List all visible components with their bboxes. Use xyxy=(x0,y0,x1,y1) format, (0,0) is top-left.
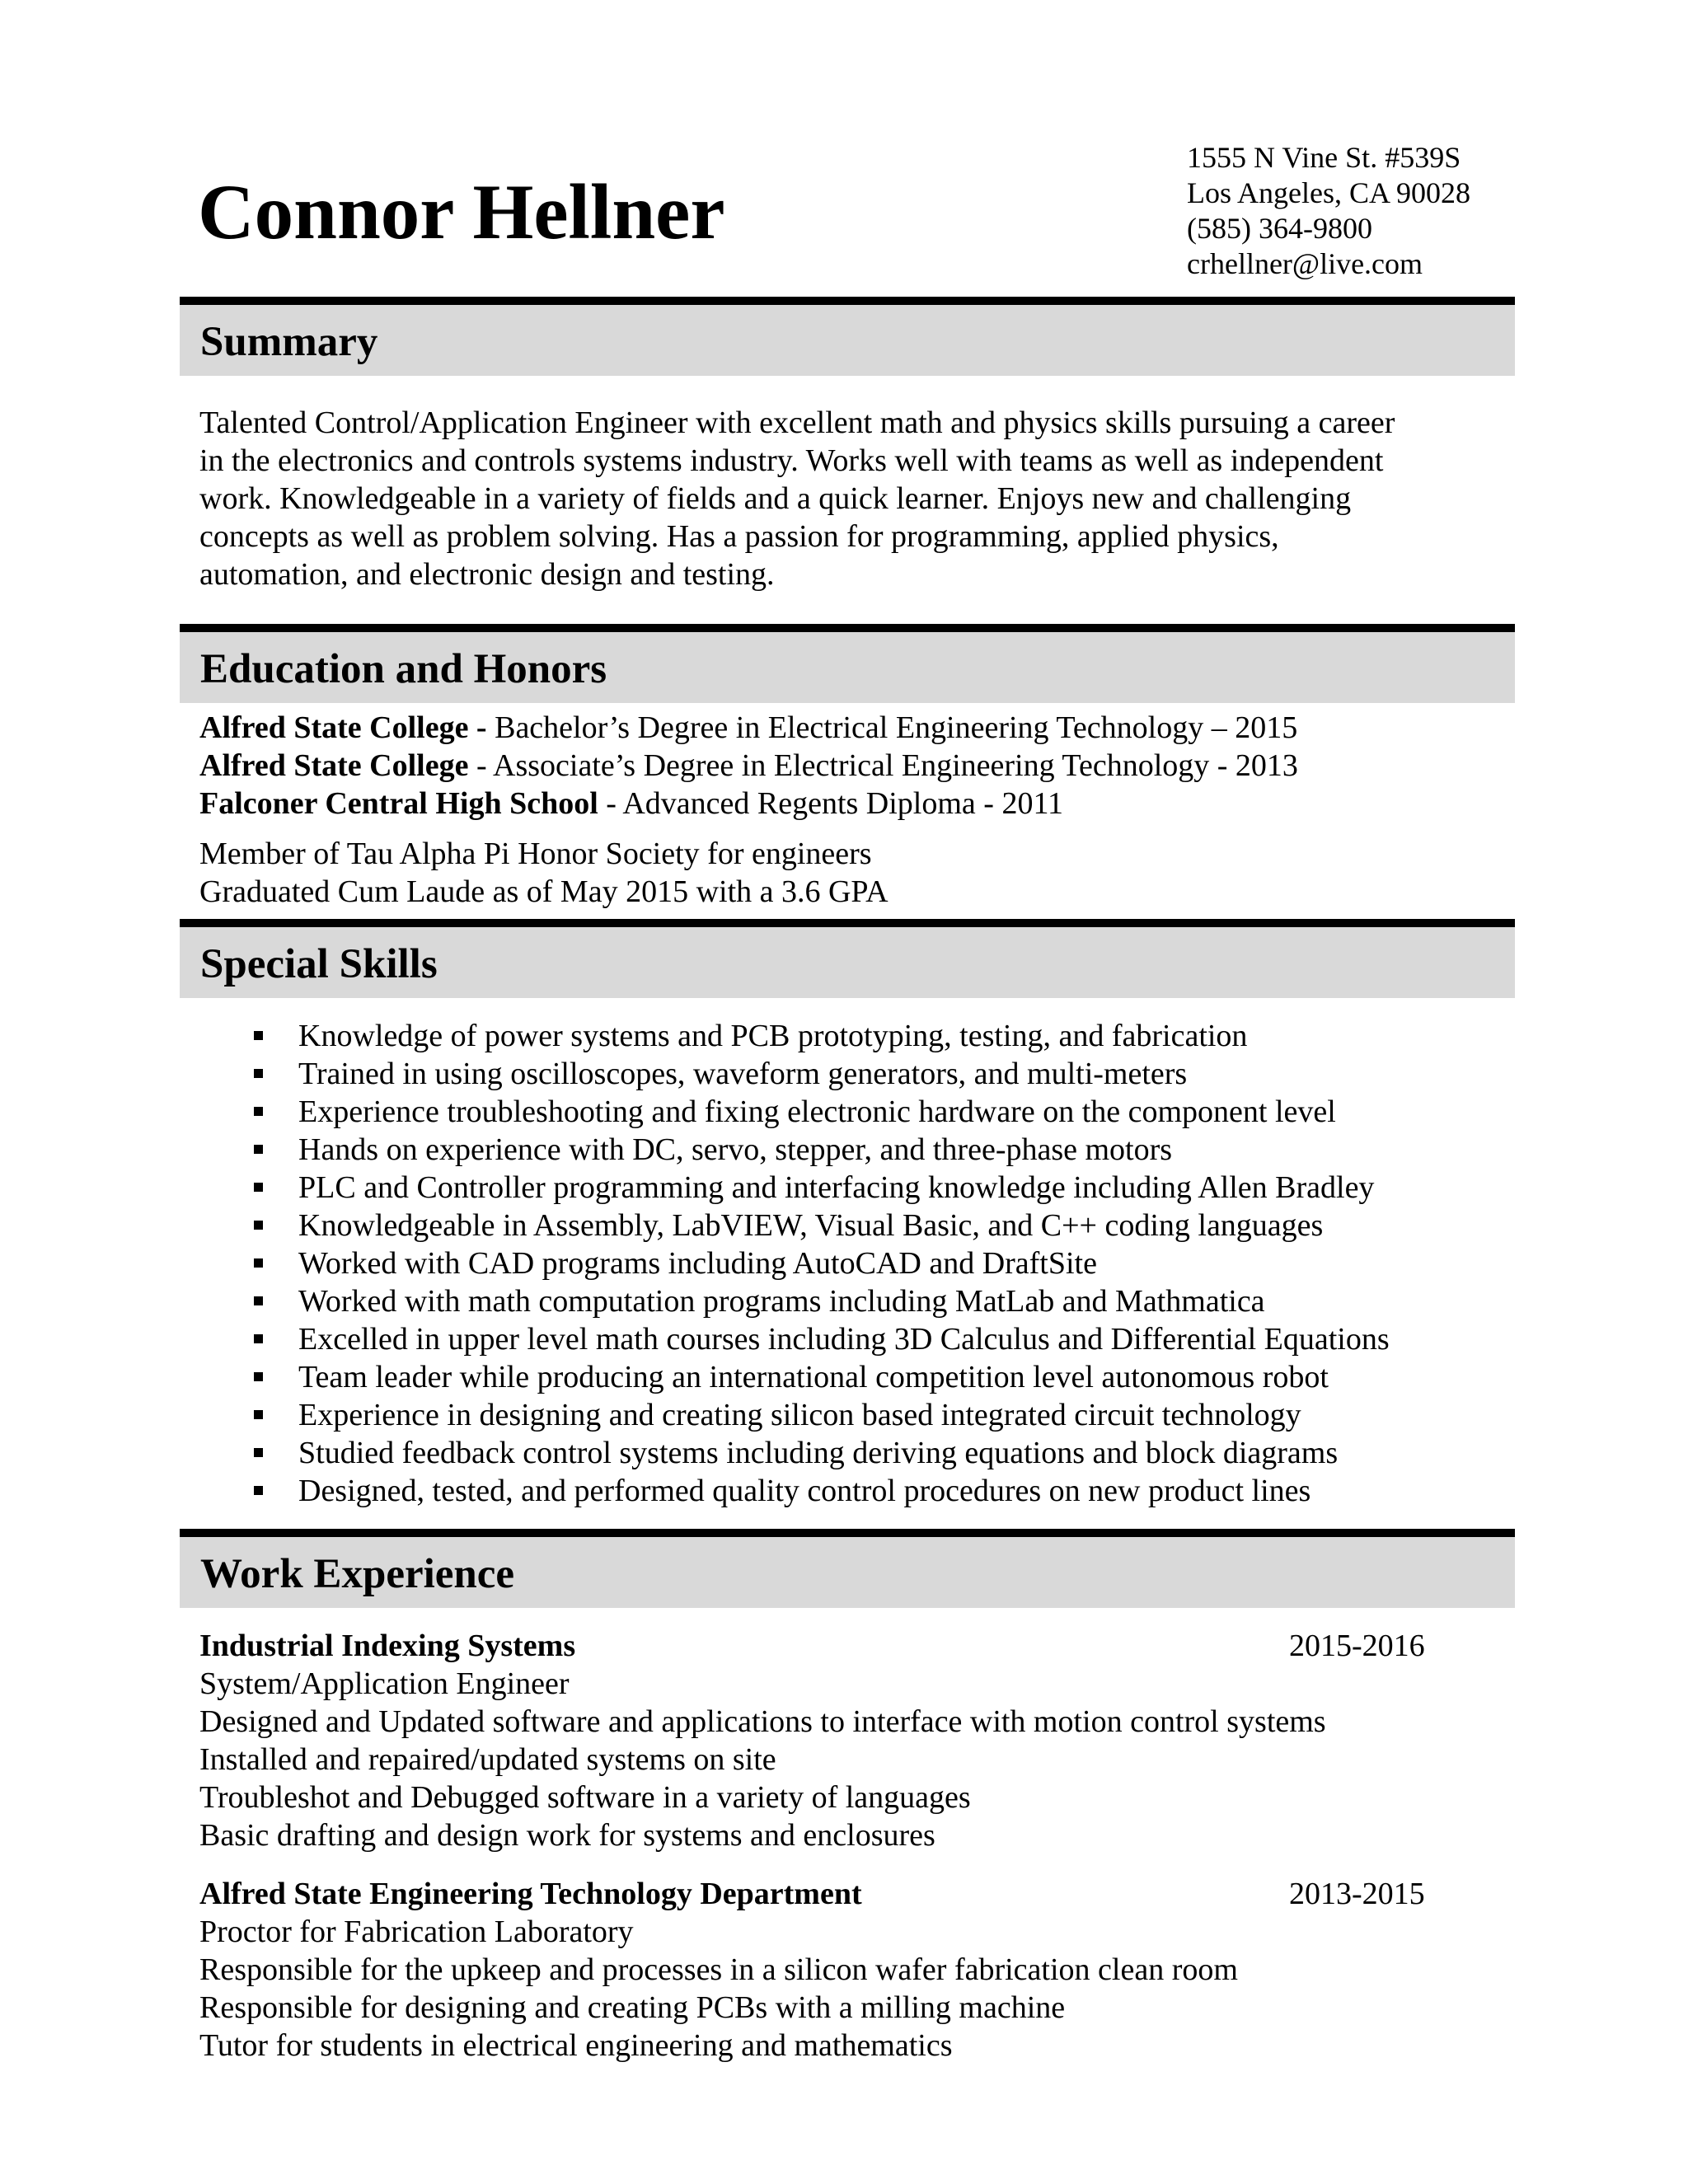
honors-list xyxy=(199,835,889,911)
skill-text: Knowledge of power systems and PCB prototyping, testing, and fabrication xyxy=(298,1019,1248,1053)
job-header xyxy=(199,1875,1436,1913)
email-address: crhellner@live.com xyxy=(1187,247,1423,280)
job-company: Industrial Indexing Systems xyxy=(199,1629,576,1663)
summary-text xyxy=(199,404,1395,593)
bullet-icon xyxy=(254,1107,263,1116)
job-company: Alfred State Engineering Technology Department xyxy=(199,1877,862,1911)
bullet-icon xyxy=(254,1069,263,1078)
bullet-icon xyxy=(254,1486,263,1495)
degree-detail: Bachelor’s Degree in Electrical Engineering Technology – 2015 xyxy=(486,710,1298,745)
skill-text: Designed, tested, and performed quality control procedures on new product lines xyxy=(298,1474,1311,1508)
bullet-icon xyxy=(254,1183,263,1192)
bullet-icon xyxy=(254,1221,263,1230)
school-name: Falconer Central High School xyxy=(199,786,598,821)
education-entries xyxy=(199,709,1298,823)
skill-text: Worked with CAD programs including AutoCAD and DraftSite xyxy=(298,1246,1097,1281)
education-entry xyxy=(199,709,1298,747)
skill-text: Trained in using oscilloscopes, waveform generators, and multi-meters xyxy=(298,1057,1188,1091)
bullet-icon xyxy=(254,1145,263,1154)
job-title: System/Application Engineer xyxy=(199,1666,570,1701)
bullet-icon xyxy=(254,1258,263,1268)
job-duty: Basic drafting and design work for systems and enclosures xyxy=(199,1818,935,1853)
summary-line: concepts as well as problem solving. Has a passion for programming, applied physics, xyxy=(199,519,1279,554)
job-dates: 2015-2016 xyxy=(1289,1629,1425,1663)
summary-line: in the electronics and controls systems industry. Works well with teams as well as independent xyxy=(199,443,1384,478)
summary-line: automation, and electronic design and testing. xyxy=(199,557,775,592)
skill-text: Excelled in upper level math courses including 3D Calculus and Differential Equations xyxy=(298,1322,1390,1357)
skill-text: Studied feedback control systems including deriving equations and block diagrams xyxy=(298,1436,1339,1470)
summary-line: work. Knowledgeable in a variety of fields and a quick learner. Enjoys new and challenging xyxy=(199,481,1352,516)
address-line-2: Los Angeles, CA 90028 xyxy=(1187,176,1471,209)
section-divider xyxy=(180,624,1515,632)
degree-detail: - Advanced Regents Diploma - 2011 xyxy=(598,786,1064,821)
skill-text: Worked with math computation programs including MatLab and Mathmatica xyxy=(298,1284,1265,1319)
section-divider xyxy=(180,1529,1515,1537)
contact-block xyxy=(1187,140,1470,282)
work-heading-band xyxy=(180,1537,1515,1608)
job-duty: Tutor for students in electrical engineering and mathematics xyxy=(199,2028,953,2063)
skill-text: Experience troubleshooting and fixing electronic hardware on the component level xyxy=(298,1094,1336,1129)
education-heading-band xyxy=(180,632,1515,703)
honor-item: Graduated Cum Laude as of May 2015 with a 3.6 GPA xyxy=(199,874,889,909)
job-entry xyxy=(199,1627,1436,1854)
bullet-icon xyxy=(254,1031,263,1040)
skill-text: PLC and Controller programming and interfacing knowledge including Allen Bradley xyxy=(298,1170,1375,1205)
phone-number: (585) 364-9800 xyxy=(1187,212,1372,245)
bullet-icon xyxy=(254,1334,263,1343)
skill-text: Knowledgeable in Assembly, LabVIEW, Visual Basic, and C++ coding languages xyxy=(298,1208,1324,1243)
education-entry xyxy=(199,747,1298,785)
job-entry xyxy=(199,1875,1436,2064)
address-line-1: 1555 N Vine St. #539S xyxy=(1187,141,1461,174)
job-title: Proctor for Fabrication Laboratory xyxy=(199,1915,634,1949)
bullet-icon xyxy=(254,1448,263,1457)
job-duty: Troubleshot and Debugged software in a variety of languages xyxy=(199,1780,971,1815)
bullet-icon xyxy=(254,1410,263,1419)
job-duty: Responsible for designing and creating PCBs with a milling machine xyxy=(199,1990,1066,2025)
job-dates: 2013-2015 xyxy=(1289,1877,1425,1911)
skill-text: Experience in designing and creating silicon based integrated circuit technology xyxy=(298,1398,1301,1432)
education-entry xyxy=(199,785,1298,823)
bullet-icon xyxy=(254,1296,263,1305)
skill-text: Hands on experience with DC, servo, stepper, and three-phase motors xyxy=(298,1132,1173,1167)
school-name: Alfred State College - xyxy=(199,710,487,745)
school-name: Alfred State College xyxy=(199,748,469,783)
education-heading: Education and Honors xyxy=(200,646,607,692)
honor-item: Member of Tau Alpha Pi Honor Society for engineers xyxy=(199,837,872,871)
candidate-name: Connor Hellner xyxy=(198,168,725,255)
degree-detail: - Associate’s Degree in Electrical Engineering Technology - 2013 xyxy=(468,748,1298,783)
job-duty: Responsible for the upkeep and processes in a silicon wafer fabrication clean room xyxy=(199,1952,1238,1987)
section-divider xyxy=(180,919,1515,927)
job-header xyxy=(199,1627,1436,1665)
summary-heading-band xyxy=(180,305,1515,376)
skill-text: Team leader while producing an international competition level autonomous robot xyxy=(298,1360,1329,1394)
section-divider xyxy=(180,297,1515,305)
summary-heading: Summary xyxy=(200,319,378,365)
skills-heading: Special Skills xyxy=(200,941,438,987)
summary-line: Talented Control/Application Engineer with excellent math and physics skills pursuing a career xyxy=(199,405,1395,440)
job-duty: Installed and repaired/updated systems on site xyxy=(199,1742,776,1777)
job-duty: Designed and Updated software and applications to interface with motion control systems xyxy=(199,1704,1326,1739)
bullet-icon xyxy=(254,1372,263,1381)
skills-heading-band xyxy=(180,927,1515,998)
work-heading: Work Experience xyxy=(200,1551,515,1597)
